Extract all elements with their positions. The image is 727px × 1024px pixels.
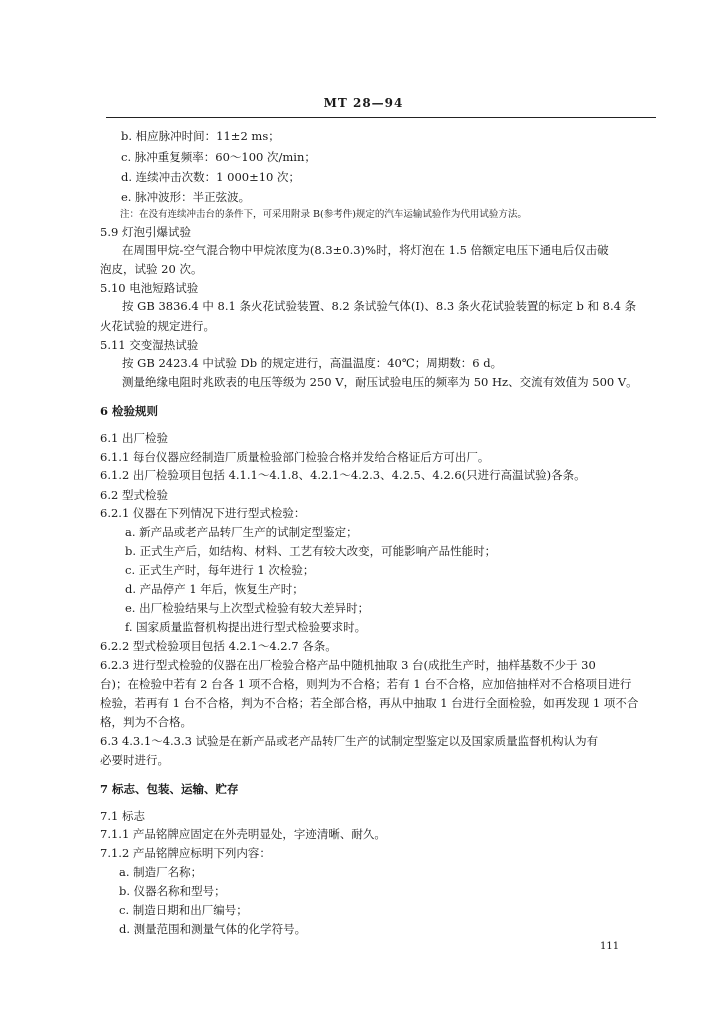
clause-6-1-1: 6.1.1 每台仪器应经制造厂质量检验部门检验合格并发给合格证后方可出厂。 [100,450,490,464]
list-item-d: d. 测量范围和测量气体的化学符号。 [119,922,307,936]
paragraph-line: 火花试验的规定进行。 [100,319,215,333]
list-item-f: f. 国家质量监督机构提出进行型式检验要求时。 [125,620,367,634]
section-6-3: 6.3 4.3.1～4.3.3 试验是在新产品或老产品转厂生产的试制定型鉴定以及国家质量监督机构认为有 [100,734,599,748]
list-item-c: c. 正式生产时，每年进行 1 次检验； [125,563,315,577]
page-number: 111 [600,941,620,952]
paragraph-line: 泡皮，试验 20 次。 [100,262,203,276]
list-item-e: e. 出厂检验结果与上次型式检验有较大差异时； [125,601,370,615]
paragraph-line: 在周围甲烷-空气混合物中甲烷浓度为(8.3±0.3)%时，将灯泡在 1.5 倍额定电压下通电后仅击破 [122,243,609,257]
list-item-b: b. 正式生产后，如结构、材料、工艺有较大改变，可能影响产品性能时； [125,544,497,558]
section-6-2-title: 6.2 型式检验 [100,488,168,502]
clause-6-1-2: 6.1.2 出厂检验项目包括 4.1.1～4.1.8、4.2.1～4.2.3、4.2.5、4.2.6(只进行高温试验)各条。 [100,468,586,482]
list-item-b: b. 仪器名称和型号； [119,884,226,898]
list-item-d: d. 产品停产 1 年后，恢复生产时； [125,582,304,596]
clause-6-2-3: 6.2.3 进行型式检验的仪器在出厂检验合格产品中随机抽取 3 台(成批生产时，抽样基数不少于 30 [100,658,596,672]
list-item-b: b. 相应脉冲时间：11±2 ms； [121,129,280,143]
paragraph-line: 测量绝缘电阻时兆欧表的电压等级为 250 V，耐压试验电压的频率为 50 Hz、交流有效值为 500 V。 [122,375,638,389]
header-rule [106,117,656,118]
section-6-heading: 6 检验规则 [100,404,159,418]
list-item-e: e. 脉冲波形：半正弦波。 [121,190,251,204]
list-item-d: d. 连续冲击次数：1 000±10 次； [121,170,301,184]
clause-6-2-1: 6.2.1 仪器在下列情况下进行型式检验： [100,506,306,520]
clause-6-2-2: 6.2.2 型式检验项目包括 4.2.1～4.2.7 各条。 [100,639,337,653]
section-6-1-title: 6.1 出厂检验 [100,431,168,445]
list-item-a: a. 新产品或老产品转厂生产的试制定型鉴定； [125,525,358,539]
section-5-10-title: 5.10 电池短路试验 [100,281,199,295]
paragraph-line: 必要时进行。 [100,753,169,767]
note: 注：在没有连续冲击台的条件下，可采用附录 B(参考件)规定的汽车运输试验作为代用试验方法。 [120,209,527,220]
paragraph-line: 按 GB 2423.4 中试验 Db 的规定进行，高温温度：40℃；周期数：6 d。 [122,356,503,370]
list-item-c: c. 脉冲重复频率：60～100 次/min； [121,150,316,164]
paragraph-line: 检验，若再有 1 台不合格，判为不合格；若全部合格，再从中抽取 1 台进行全面检验，如再发现 1 项不合 [100,696,639,710]
section-5-11-title: 5.11 交变湿热试验 [100,338,199,352]
paragraph-line: 台)；在检验中若有 2 台各 1 项不合格，则判为不合格；若有 1 台不合格，应加倍抽样对不合格项目进行 [100,677,632,691]
paragraph-line: 按 GB 3836.4 中 8.1 条火花试验装置、8.2 条试验气体(I)、8.3 条火花试验装置的标定 b 和 8.4 条 [122,299,637,313]
clause-7-1-2: 7.1.2 产品铭牌应标明下列内容： [100,846,271,860]
section-7-1-title: 7.1 标志 [100,809,145,823]
page-header: MT 28—94 [323,96,404,110]
section-7-heading: 7 标志、包装、运输、贮存 [100,782,239,796]
list-item-a: a. 制造厂名称； [119,865,203,879]
section-5-9-title: 5.9 灯泡引爆试验 [100,225,191,239]
clause-7-1-1: 7.1.1 产品铭牌应固定在外壳明显处，字迹清晰、耐久。 [100,827,386,841]
list-item-c: c. 制造日期和出厂编号； [119,903,248,917]
paragraph-line: 格，判为不合格。 [100,715,192,729]
